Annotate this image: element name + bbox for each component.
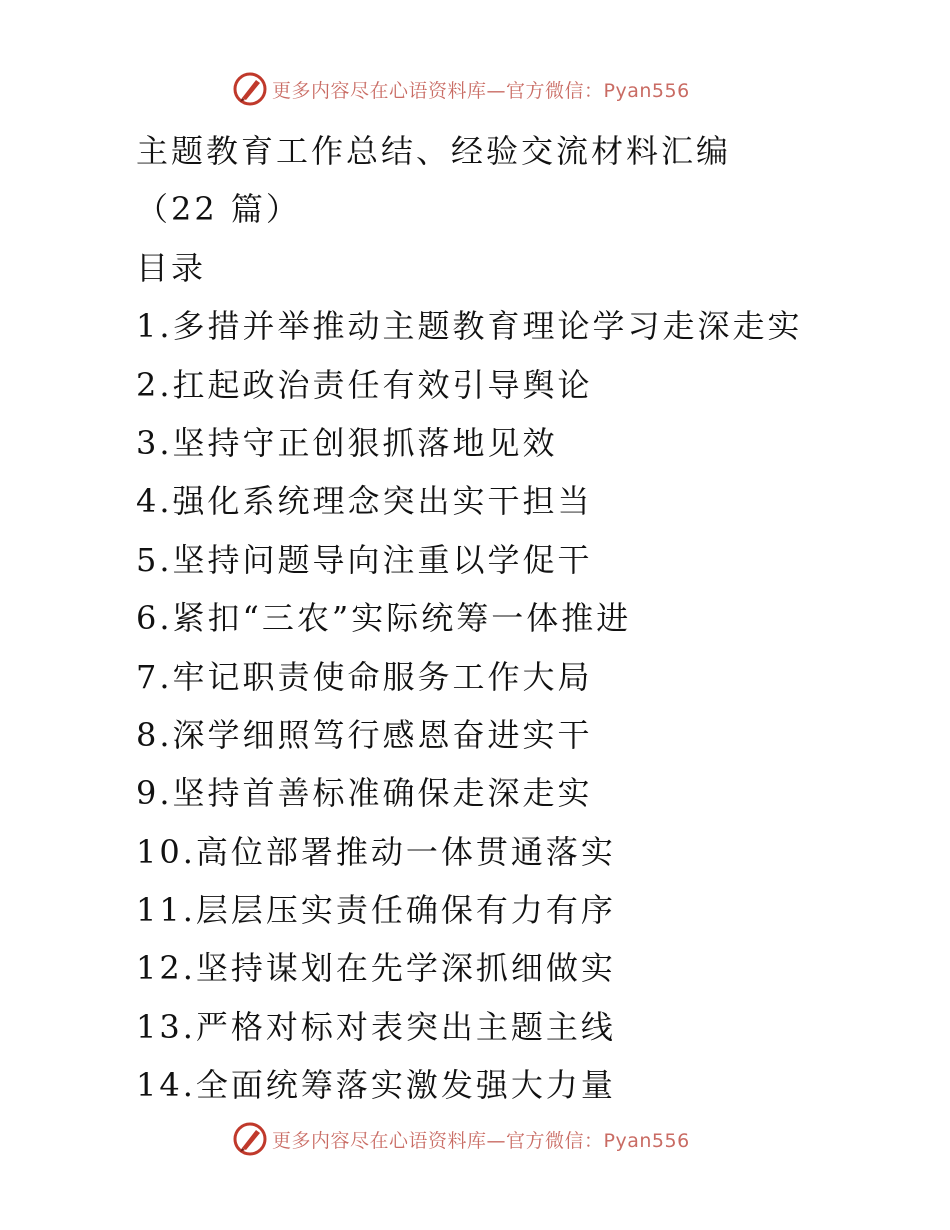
toc-item: 7.牢记职责使命服务工作大局 [136, 657, 593, 696]
toc-item: 6.紧扣“三农”实际统筹一体推进 [136, 599, 632, 638]
toc-item: 14.全面统筹落实激发强大力量 [136, 1066, 616, 1105]
pen-logo-icon [232, 1121, 268, 1157]
toc-item: 13.严格对标对表突出主题主线 [136, 1007, 616, 1046]
toc-item: 11.层层压实责任确保有力有序 [136, 891, 616, 930]
watermark-text: 更多内容尽在心语资料库—官方微信：Pyan556 [272, 79, 690, 102]
toc-item: 3.坚持守正创狠抓落地见效 [136, 423, 558, 462]
toc-item: 5.坚持问题导向注重以学促干 [136, 540, 593, 579]
toc-item: 12.坚持谋划在先学深抓细做实 [136, 949, 616, 988]
footer-watermark [232, 1120, 752, 1158]
document-title: 主题教育工作总结、经验交流材料汇编 [136, 132, 732, 170]
pen-logo-icon [232, 71, 268, 107]
header-watermark [232, 70, 752, 108]
document-subtitle: （22 篇） [136, 190, 301, 229]
toc-heading: 目录 [136, 248, 207, 287]
toc-item: 2.扛起政治责任有效引导舆论 [136, 365, 593, 404]
document-body [136, 122, 916, 1115]
toc-item: 1.多措并举推动主题教育理论学习走深走实 [136, 307, 803, 346]
toc-item: 4.强化系统理念突出实干担当 [136, 482, 593, 521]
toc-item: 9.坚持首善标准确保走深走实 [136, 774, 593, 813]
toc-item: 8.深学细照笃行感恩奋进实干 [136, 715, 593, 754]
watermark-text: 更多内容尽在心语资料库—官方微信：Pyan556 [272, 1129, 690, 1152]
toc-item: 10.高位部署推动一体贯通落实 [136, 832, 616, 871]
